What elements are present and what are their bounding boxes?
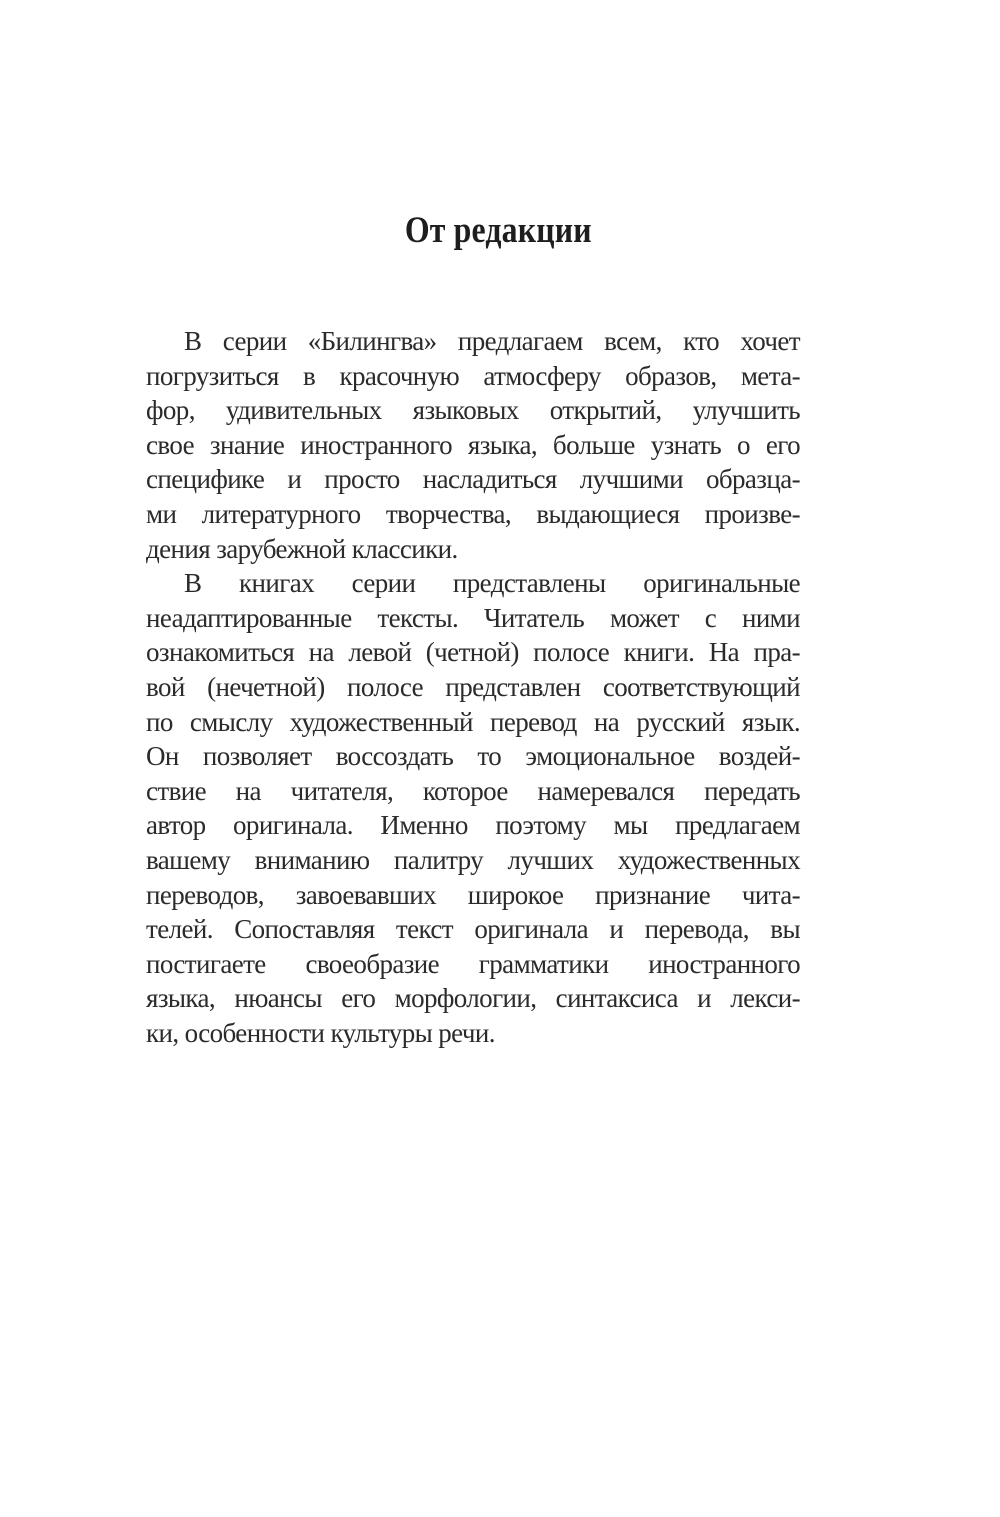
text-line: свое знание иностранного языка, больше узнать о его bbox=[146, 429, 800, 460]
paragraph-1 bbox=[146, 324, 800, 566]
text-line: ствие на читателя, которое намеревался передать bbox=[146, 775, 800, 806]
body-text bbox=[146, 324, 800, 1050]
page-title: От редакции bbox=[404, 209, 592, 251]
text-line: вой (нечетной) полосе представлен соответствующий bbox=[146, 671, 800, 702]
text-line: вашему вниманию палитру лучших художественных bbox=[146, 844, 800, 875]
text-line: по смыслу художественный перевод на русский язык. bbox=[146, 706, 800, 737]
text-line: фор, удивительных языковых открытий, улучшить bbox=[146, 395, 800, 426]
text-line: телей. Сопоставляя текст оригинала и перевода, вы bbox=[146, 914, 800, 945]
text-line: В серии «Билингва» предлагаем всем, кто хочет bbox=[184, 326, 800, 356]
text-line: погрузиться в красочную атмосферу образов, мета- bbox=[146, 360, 800, 391]
text-line: автор оригинала. Именно поэтому мы предлагаем bbox=[146, 810, 800, 841]
text-line: дения зарубежной классики. bbox=[146, 533, 458, 564]
text-line: языка, нюансы его морфологии, синтаксиса и лекси- bbox=[146, 983, 800, 1014]
text-line: неадаптированные тексты. Читатель может с ними bbox=[146, 602, 800, 633]
text-line: переводов, завоевавших широкое признание чита- bbox=[146, 879, 800, 910]
text-line: ми литературного творчества, выдающиеся произве- bbox=[146, 498, 800, 529]
text-line: В книгах серии представлены оригинальные bbox=[184, 568, 800, 599]
text-line: ки, особенности культуры речи. bbox=[146, 1017, 495, 1048]
paragraph-2 bbox=[146, 566, 800, 1050]
text-line: Он позволяет воссоздать то эмоциональное воздей- bbox=[146, 741, 800, 772]
text-line: специфике и просто насладиться лучшими образца- bbox=[146, 464, 800, 495]
text-line: ознакомиться на левой (четной) полосе книги. На пра- bbox=[146, 637, 800, 668]
text-line: постигаете своеобразие грамматики иностранного bbox=[146, 948, 800, 979]
